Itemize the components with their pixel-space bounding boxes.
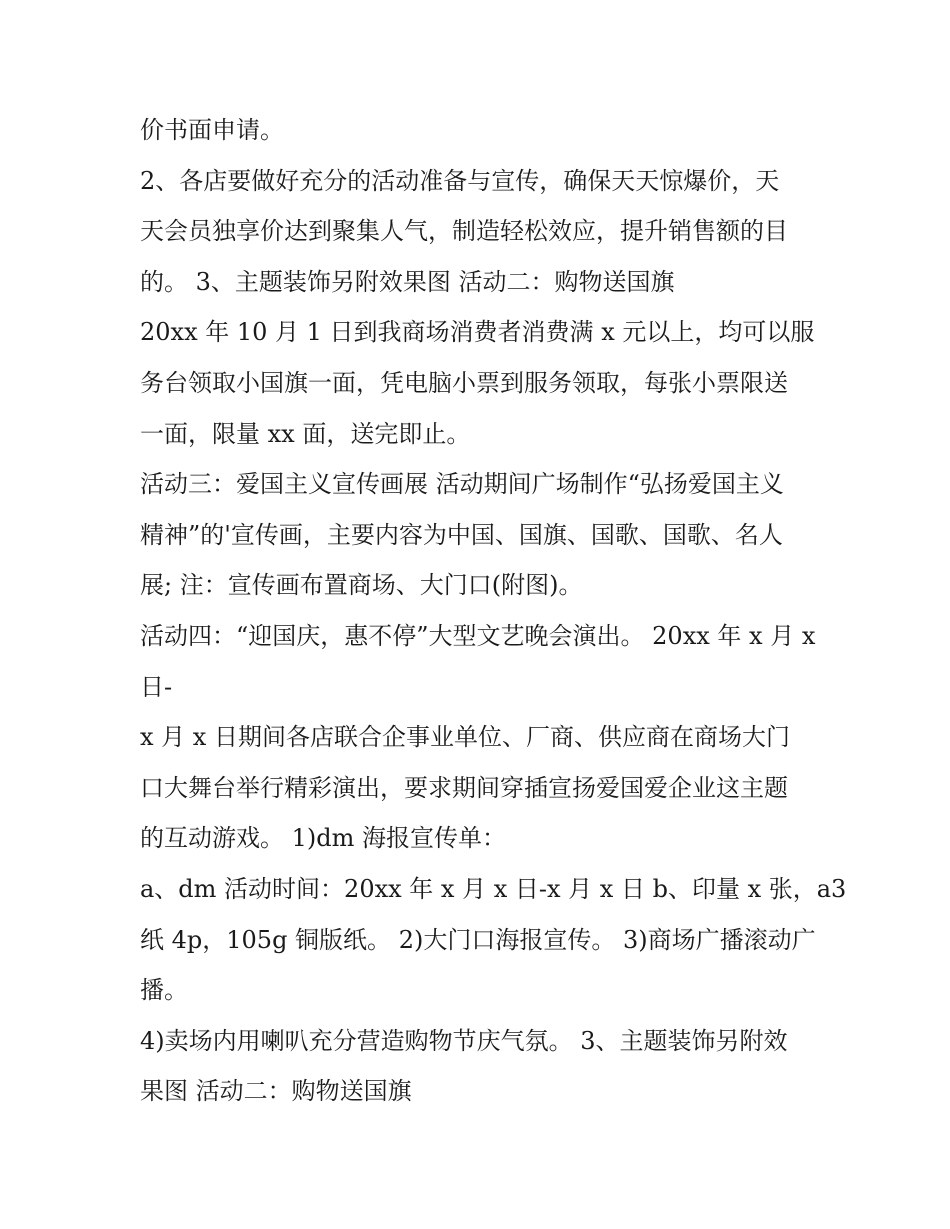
text-line: 活动四：“迎国庆，惠不停”大型文艺晚会演出。 20xx 年 x 月 x [140,621,816,650]
text-line: 果图 活动二：购物送国旗 [140,1077,412,1106]
text-line: 4)卖场内用喇叭充分营造购物节庆气氛。 3、主题装饰另附效 [140,1026,788,1055]
text-line: 的。 3、主题装饰另附效果图 活动二：购物送国旗 [140,267,675,296]
text-line: 播。 [140,976,188,1005]
text-line: 活动三：爱国主义宣传画展 活动期间广场制作“弘扬爱国主义 [140,470,784,499]
text-line: 精神”的'宣传画，主要内容为中国、国旗、国歌、国歌、名人 [140,520,783,549]
text-line: 2、各店要做好充分的活动准备与宣传，确保天天惊爆价，天 [140,166,780,195]
document-body [140,105,847,1117]
text-line: 一面，限量 xx 面，送完即止。 [140,419,471,448]
text-line: 20xx 年 10 月 1 日到我商场消费者消费满 x 元以上，均可以服 [140,318,815,347]
text-line: 日- [140,672,173,701]
text-line: 纸 4p，105g 铜版纸。 2)大门口海报宣传。 3)商场广播滚动广 [140,925,816,954]
text-line: 口大舞台举行精彩演出，要求期间穿插宣扬爱国爱企业这主题 [140,773,788,802]
text-line: a、dm 活动时间：20xx 年 x 月 x 日-x 月 x 日 b、印量 x 张，a3 [140,874,847,903]
text-line: 的互动游戏。 1)dm 海报宣传单： [140,824,507,853]
text-line: 价书面申请。 [140,116,284,144]
text-line: x 月 x 日期间各店联合企事业单位、厂商、供应商在商场大门 [140,723,790,752]
text-line: 务台领取小国旗一面，凭电脑小票到服务领取，每张小票限送 [140,368,788,397]
text-line: 展; 注：宣传画布置商场、大门口(附图)。 [140,571,583,600]
text-line: 天会员独享价达到聚集人气，制造轻松效应，提升销售额的目 [140,217,788,246]
